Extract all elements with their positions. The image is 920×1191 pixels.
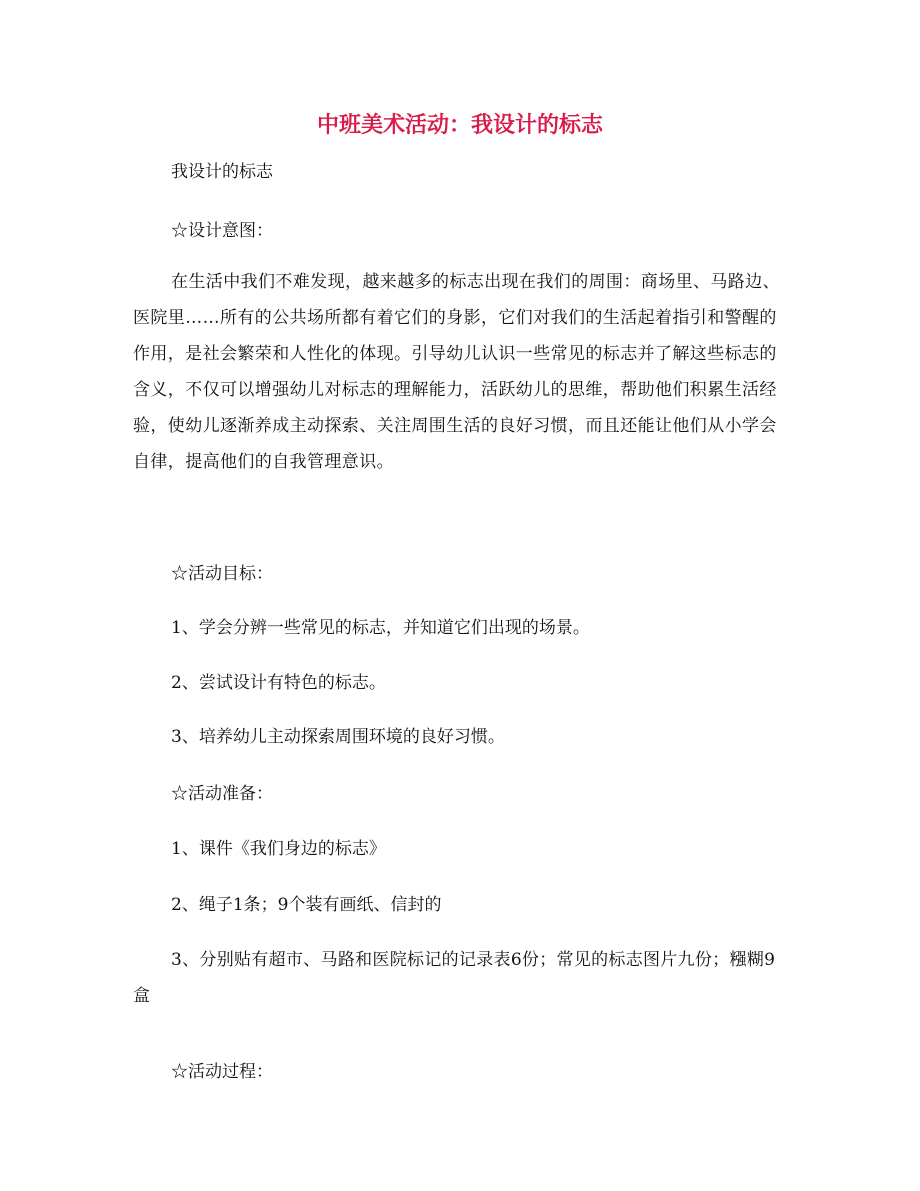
subtitle: 我设计的标志 <box>171 162 273 182</box>
goal-item: 1、学会分辨一些常见的标志，并知道它们出现的场景。 <box>171 618 590 638</box>
goal-item: 3、培养幼儿主动探索周围环境的良好习惯。 <box>171 727 505 747</box>
preparation-item: 3、分别贴有超市、马路和医院标记的记录表6份；常见的标志图片九份；糨糊9盒 <box>133 950 776 1006</box>
intent-paragraph: 在生活中我们不难发现，越来越多的标志出现在我们的周围：商场里、马路边、医院里……所有的公共场所都有着它们的身影，它们对我们的生活起着指引和警醒的作用，是社会繁荣和人性化的体现。引导幼儿认识一些常见的标志并了解这些标志的含义，不仅可以增强幼儿对标志的理解能力，活跃幼儿的思维，帮助他们积累生活经验，使幼儿逐渐养成主动探索、关注周围生活的良好习惯，而且还能让他们从小学会自律，提高他们的自我管理意识。 <box>133 272 780 472</box>
preparation-item: 2、绳子1条；9个装有画纸、信封的 <box>171 895 442 915</box>
process-heading: ☆活动过程： <box>171 1062 273 1082</box>
goal-item: 2、尝试设计有特色的标志。 <box>171 673 386 693</box>
intent-heading: ☆设计意图： <box>171 221 273 241</box>
goals-heading: ☆活动目标： <box>171 564 273 584</box>
preparation-heading: ☆活动准备： <box>171 784 273 804</box>
page-title: 中班美术活动：我设计的标志 <box>316 113 603 138</box>
preparation-item: 1、课件《我们身边的标志》 <box>171 839 386 859</box>
